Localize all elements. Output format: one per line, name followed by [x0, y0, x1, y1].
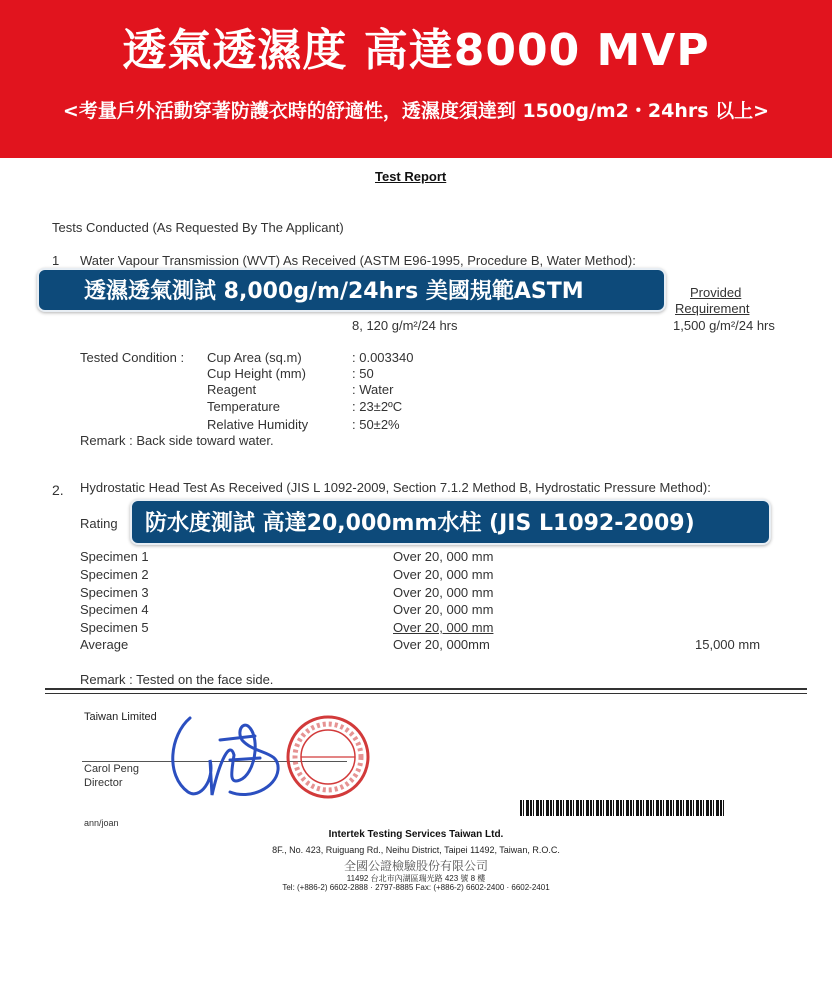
signature-company: Taiwan Limited [84, 711, 157, 723]
company-stamp-icon [285, 714, 371, 800]
divider-thin [45, 693, 807, 694]
section1-remark: Remark : Back side toward water. [80, 433, 274, 448]
header-banner [0, 0, 832, 158]
section2-number: 2. [52, 482, 64, 498]
banner-subtitle: <考量戶外活動穿著防護衣時的舒適性，透濕度須達到 1500g/m2・24hrs 以上> [62, 100, 770, 122]
specimen-value: Over 20, 000 mm [393, 567, 494, 582]
specimen-value: Over 20, 000 mm [393, 585, 494, 600]
signatory-name: Carol Peng [84, 763, 140, 775]
specimen-name: Specimen 4 [80, 602, 149, 617]
condition-name: Temperature [207, 399, 280, 414]
document-initials: ann/joan [84, 818, 119, 828]
footer-address-zh: 11492 台北市內湖區瑞光路 423 號 8 樓 [346, 874, 486, 883]
rating-label: Rating [80, 516, 118, 531]
wvt-callout [37, 268, 666, 312]
hydro-callout [130, 499, 771, 545]
tests-conducted-line: Tests Conducted (As Requested By The Applicant) [52, 220, 344, 235]
average-value: Over 20, 000mm [393, 637, 490, 652]
condition-value: : Water [352, 382, 394, 397]
report-title: Test Report [375, 169, 447, 184]
condition-value: : 0.003340 [352, 350, 414, 365]
wvt-result: 8, 120 g/m²/24 hrs [352, 318, 458, 333]
specimen-value: Over 20, 000 mm [393, 620, 494, 635]
specimen-name: Specimen 2 [80, 567, 149, 582]
handwritten-signature [160, 700, 300, 810]
hydro-requirement: 15,000 mm [695, 637, 761, 652]
tested-condition-label: Tested Condition : [80, 350, 185, 365]
specimen-name: Specimen 5 [80, 620, 149, 635]
condition-name: Reagent [207, 382, 257, 397]
signatory-title: Director [84, 777, 123, 789]
section1-number: 1 [52, 253, 60, 268]
barcode-icon [520, 800, 724, 816]
condition-value: : 50±2% [352, 417, 400, 432]
wvt-callout-text: 透濕透氣測試 8,000g/m/24hrs 美國規範ASTM [84, 279, 584, 304]
condition-name: Cup Height (mm) [207, 366, 306, 381]
specimen-value: Over 20, 000 mm [393, 549, 494, 564]
specimen-name: Specimen 1 [80, 549, 149, 564]
footer-address: 8F., No. 423, Ruiguang Rd., Neihu District, Taipei 11492, Taiwan, R.O.C. [272, 845, 560, 855]
condition-value: : 50 [352, 366, 374, 381]
footer-company-zh: 全國公證檢驗股份有限公司 [343, 859, 488, 873]
divider-thick [45, 688, 807, 690]
specimen-value: Over 20, 000 mm [393, 602, 494, 617]
section2-remark: Remark : Tested on the face side. [80, 672, 274, 687]
footer-company: Intertek Testing Services Taiwan Ltd. [328, 829, 504, 840]
condition-name: Relative Humidity [207, 417, 309, 432]
requirement-label: Requirement [675, 301, 750, 316]
average-label: Average [80, 637, 129, 652]
footer-phone: Tel: (+886-2) 6602-2888 · 2797-8885 Fax: (+886-2) 6602-2400 · 6602-2401 [282, 883, 550, 892]
wvt-requirement: 1,500 g/m²/24 hrs [673, 318, 775, 333]
condition-value: : 23±2ºC [352, 399, 403, 414]
specimen-name: Specimen 3 [80, 585, 149, 600]
hydro-callout-text: 防水度測試 高達20,000mm水柱 (JIS L1092-2009) [145, 511, 695, 536]
condition-name: Cup Area (sq.m) [207, 350, 302, 365]
section2-heading: Hydrostatic Head Test As Received (JIS L 1092-2009, Section 7.1.2 Method B, Hydrostatic Pressure Method): [80, 480, 711, 495]
section1-heading: Water Vapour Transmission (WVT) As Received (ASTM E96-1995, Procedure B, Water Method): [80, 253, 636, 268]
provided-label: Provided [690, 285, 742, 300]
banner-title: 透氣透濕度 高達8000 MVP [122, 25, 710, 76]
